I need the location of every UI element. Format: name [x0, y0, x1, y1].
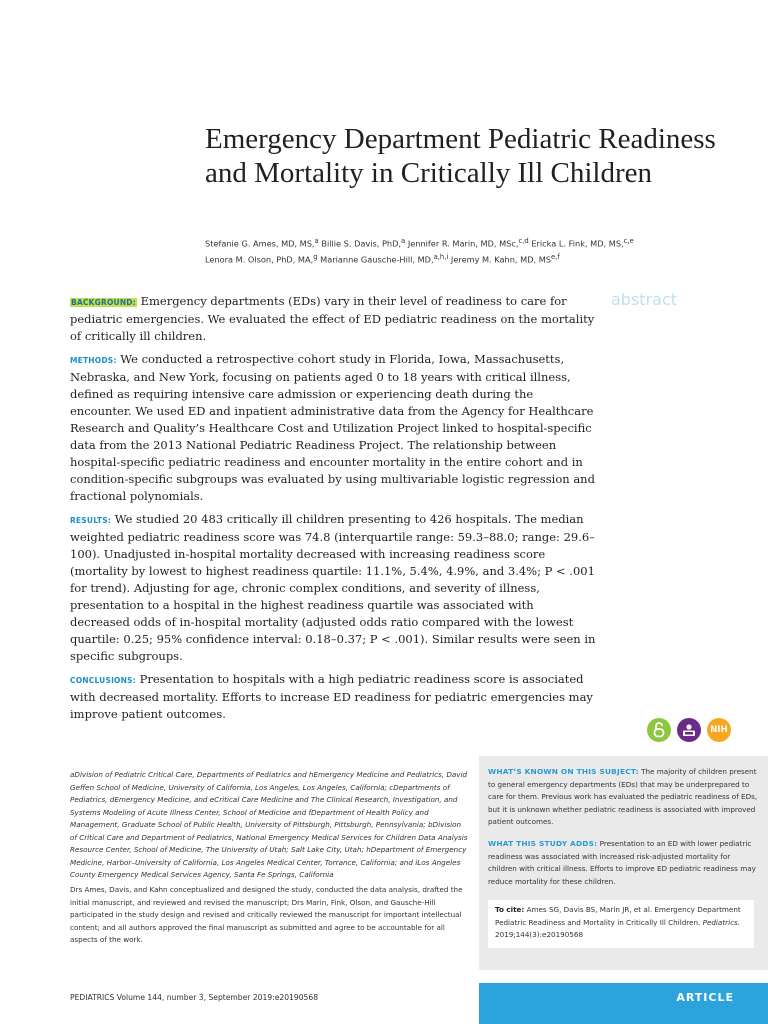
abstract-tag: abstract — [611, 290, 678, 309]
article-bar — [479, 983, 768, 1024]
author-name: Ericka L. Fink, MD, MS, — [528, 238, 624, 249]
journal-footer: PEDIATRICS Volume 144, number 3, September 2019:e20190568 — [70, 993, 319, 1002]
whats-known-heading: WHAT’S KNOWN ON THIS SUBJECT: — [488, 767, 639, 776]
results-label: RESULTS: — [70, 516, 112, 525]
author-list — [205, 235, 705, 266]
abstract-methods — [70, 351, 596, 505]
author-affil-sup: e,f — [550, 252, 560, 261]
abstract-background — [70, 293, 596, 345]
cite-label: To cite: — [495, 905, 525, 914]
cite-text: Ames SG, Davis BS, Marin JR, et al. Emergency Department Pediatric Readiness and Mortality in Critically Ill Children. — [495, 905, 741, 927]
podcast-icon[interactable] — [677, 718, 701, 742]
author-affil-sup: a — [314, 237, 319, 245]
affiliations: aDivision of Pediatric Critical Care, Departments of Pediatrics and hEmergency Medicine and Pediatrics, David Geffen School of Medicine, University of California, Los Angeles, Los Angeles, California; cDepartments of Pediatrics, dEmergency Medicine, and eCritical Care Medicine and The Clinical Research, Investigation, and Systems Modeling of Acute Illness Center, School of Medicine and fDepartment of Health Policy and Management, Graduate School of Public Health, University of Pittsburgh, Pittsburgh, Pennsylvania; bDivision of Critical Care and Department of Pediatrics, National Emergency Medical Services for Children Data Analysis Resource Center, School of Medicine, The University of Utah; Salt Lake City, Utah; hDepartment of Emergency Medicine, Harbor–University of California, Los Angeles Medical Center, Torrance, California; and iLos Angeles County Emergency Medical Services Agency, Santa Fe Springs, California — [70, 770, 468, 879]
study-adds-text: Presentation to an ED with lower pediatric readiness was associated with increased risk-adjusted mortality for children with critical illness. Efforts to improve ED pediatric readiness may reduce mortality for these children. — [488, 839, 756, 886]
whats-known-text: The majority of children present to general emergency departments (EDs) that may be underprepared to care for them. Previous work has evaluated the pediatric readiness of EDs, but it is unknown whether pediatric readiness is associated with improved patient outcomes. — [488, 767, 758, 826]
article-title: Emergency Department Pediatric Readiness and Mortality in Critically Ill Children — [205, 123, 716, 189]
study-adds-heading: WHAT THIS STUDY ADDS: — [488, 839, 598, 848]
podcast-glyph — [681, 723, 697, 737]
author-affil-sup: c,d — [518, 237, 529, 245]
author-name: Jennifer R. Marin, MD, MSc, — [405, 238, 519, 249]
abstract — [70, 293, 596, 729]
badge-row — [647, 718, 731, 742]
citation-box — [488, 900, 754, 948]
cite-journal: Pediatrics. — [702, 917, 741, 927]
whats-known-block — [488, 766, 760, 829]
author-name: Lenora M. Olson, PhD, MA, — [205, 254, 314, 265]
background-label: BACKGROUND: — [71, 298, 136, 307]
author-name: Marianne Gausche-Hill, MD, — [317, 254, 434, 265]
abstract-results — [70, 511, 596, 665]
background-text: Emergency departments (EDs) vary in their level of readiness to care for pediatric emergencies. We evaluated the effect of ED pediatric readiness on the mortality of critically ill children. — [70, 294, 595, 343]
open-access-glyph — [652, 722, 666, 738]
open-access-icon[interactable] — [647, 718, 671, 742]
cite-volume: 2019;144(3):e20190568 — [495, 930, 584, 939]
summary-sidebar — [479, 756, 768, 970]
study-adds-block — [488, 838, 760, 888]
conclusions-text: Presentation to hospitals with a high pediatric readiness score is associated with decreased mortality. Efforts to increase ED readiness for pediatric emergencies may improve patient outcomes. — [70, 672, 593, 721]
author-name: Stefanie G. Ames, MD, MS, — [205, 238, 315, 249]
author-name: Billie S. Davis, PhD, — [318, 238, 402, 249]
conclusions-label: CONCLUSIONS: — [70, 676, 136, 685]
author-contributions: Drs Ames, Davis, and Kahn conceptualized and designed the study, conducted the data analysis, drafted the initial manuscript, and reviewed and revised the manuscript; Drs Marin, Fink, Olson, and Gausche-Hill participated in the study design and revised and critically reviewed the manuscript for important intellectual content; and all authors approved the final manuscript as submitted and agree to be accountable for all aspects of the work. — [70, 885, 463, 944]
author-affil-sup: a — [401, 237, 406, 245]
methods-label: METHODS: — [70, 356, 117, 365]
nih-icon[interactable]: NIH — [707, 718, 731, 742]
author-name: Jeremy M. Kahn, MD, MS — [448, 254, 551, 265]
author-affil-sup: c,e — [623, 237, 634, 245]
abstract-conclusions — [70, 671, 596, 723]
results-text: We studied 20 483 critically ill children presenting to 426 hospitals. The median weighted pediatric readiness score was 74.8 (interquartile range: 59.3–88.0; range: 29.6–100). Unadjusted in-hospital mortality decreased with increasing readiness score (mortality by lowest to highest readiness quartile: 11.1%, 5.4%, 4.9%, and 3.4%; P < .001 for trend). Adjusting for age, chronic complex conditions, and severity of illness, presentation to a hospital in the highest readiness quartile was associated with decreased odds of in-hospital mortality (adjusted odds ratio compared with the lowest quartile: 0.25; 95% confidence interval: 0.18–0.37; P < .001). Similar results were seen in specific subgroups. — [70, 512, 596, 663]
article-label: ARTICLE — [676, 991, 734, 1004]
methods-text: We conducted a retrospective cohort study in Florida, Iowa, Massachusetts, Nebraska, and New York, focusing on patients aged 0 to 18 years with critical illness, defined as requiring intensive care admission or experiencing death during the encounter. We used ED and inpatient administrative data from the Agency for Healthcare Research and Quality’s Healthcare Cost and Utilization Project linked to hospital-specific data from the 2013 National Pediatric Readiness Project. The relationship between hospital-specific pediatric readiness and encounter mortality in the entire cohort and in condition-specific subgroups was evaluated by using multivariable logistic regression and fractional polynomials. — [70, 352, 595, 503]
author-affil-sup: g — [313, 252, 318, 261]
author-affil-sup: a,h,i — [433, 252, 449, 261]
